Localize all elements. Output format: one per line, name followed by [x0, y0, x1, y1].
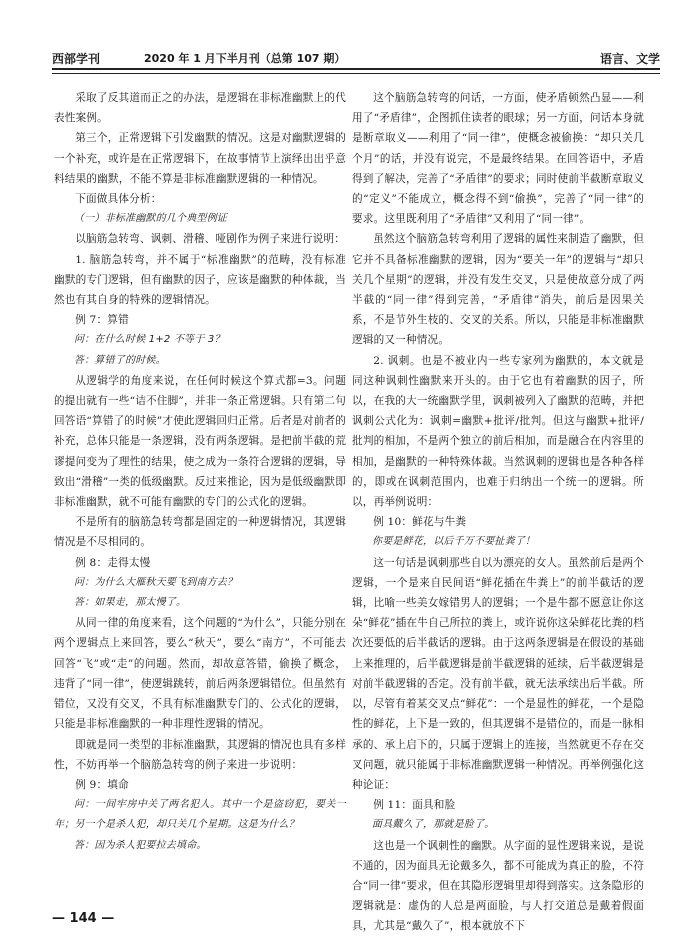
- paragraph: 这也是一个讽刺性的幽默。从字面的显性逻辑来说，是说不通的，因为面具无论戴多久，都不可能成为真正的脸，不符合“同一律”要求，但在其隐形逻辑里却得到落实。这条隐形的逻辑就是：虚伪的人总是两面脸，与人打交道总是戴着假面具，尤其是“戴久了”，根本就放不下: [352, 839, 644, 933]
- paragraph: 即就是同一类型的非标准幽默，其逻辑的情况也具有多样性，不妨再举一个脑筋急转弯的例子来进一步说明：: [54, 738, 346, 771]
- left-column: [54, 88, 346, 856]
- paragraph: 从逻辑学的角度来说，在任何时候这个算式都=3。问题的提出就有一些“诘不住脚”，并非一条正常逻辑。只有第二句回答语“算错了的时候”才使此逻辑回归正常。后者是对前者的补充，总体只能是一条逻辑，没有两条逻辑。是把前半截的荒谬提问变为了理性的结果，使之成为一条符合逻辑的逻辑，导致出“滑稽”一类的低级幽默。反过来推论，因为是低级幽默即非标准幽默，就不可能有幽默的专门的公式化的逻辑。: [54, 374, 346, 509]
- paragraph: 第三个，正常逻辑下引发幽默的情况。这是对幽默逻辑的一个补充，或许是在正常逻辑下，在故事情节上演绎出出乎意料结果的幽默，不能不算是非标准幽默逻辑的一种情况。: [54, 132, 346, 185]
- right-column: [352, 88, 644, 937]
- page-header: [52, 44, 660, 70]
- header-rule: [52, 68, 660, 70]
- example-text: 问：在什么时候 1+2 不等于 3？: [74, 334, 225, 346]
- paragraph: 1. 脑筋急转弯，并不属于“标准幽默”的范畴，没有标准幽默的专门逻辑，但有幽默的因子，应该是幽默的种体裁，当然也有其自身的特殊的逻辑情况。: [54, 253, 346, 307]
- paragraph-continued: 采取了反其道而正之的办法，是逻辑在非标准幽默上的代表性案例。: [54, 92, 346, 125]
- example-title: 例 11：面具和脸: [373, 799, 456, 812]
- subheading: （一）非标准幽默的几个典型例证: [74, 213, 227, 225]
- page-number: — 144 —: [52, 911, 115, 926]
- paragraph: 以脑筋急转弯、讽刺、滑稽、哑剧作为例子来进行说明：: [75, 233, 346, 246]
- example-title: 例 7：算错: [75, 314, 129, 327]
- example-text: 问：一间牢房中关了两名犯人。其中一个是盗窃犯，要关一年；另一个是杀人犯，却只关几个星期。这是为什么？: [54, 799, 346, 831]
- example-text: 答：因为杀人犯要拉去填命。: [74, 839, 207, 851]
- example-title: 例 8：走得太慢: [75, 556, 151, 569]
- paragraph: 2. 讽刺。也是不被业内一些专家列为幽默的，本文就是同这种讽刺性幽默来开头的。由于它也有着幽默的因子，所以，在我的大一统幽默学里，讽刺被列入了幽默的范畴，并把讽刺公式化为：讽刺=幽默+批评/批判。但这与幽默+批评/批判的相加，不是两个独立的前后相加，而是融合在内容里的相加，是幽默的一种特殊体裁。当然讽刺的逻辑也是各种各样的，即或在讽刺范围内，也难于归纳出一个统一的逻辑。所以，再举例说明：: [352, 354, 644, 509]
- paragraph: 虽然这个脑筋急转弯利用了逻辑的属性来制造了幽默，但它并不具备标准幽默的逻辑，因为“要关一年”的逻辑与“却只关几个星期”的逻辑，并没有发生交叉，只是使故意分成了两半截的“同一律”得到完善，“矛盾律”消失，前后是因果关系，不是节外生枝的、交叉的关系。所以，只能是非标准幽默逻辑的又一种情况。: [352, 233, 644, 347]
- section-title: 语言、文学: [599, 52, 660, 66]
- example-title: 例 10：鲜花与牛粪: [373, 516, 467, 529]
- example-text: 你要是鲜花，以后千万不要扯粪了！: [372, 536, 536, 548]
- journal-masthead: 西部学刊: [52, 52, 101, 66]
- example-text: 答：算错了的时候。: [74, 354, 166, 366]
- issue-info: 2020 年 1 月下半月刊（总第 107 期）: [144, 52, 346, 65]
- header-rule-thin: [52, 73, 660, 74]
- paragraph: 不是所有的脑筋急转弯都是固定的一种逻辑情况，其逻辑情况是不尽相同的。: [54, 516, 346, 549]
- paragraph-continued: 这个脑筋急转弯的问话，一方面，使矛盾顿然凸显——利用了“矛盾律”，企图抓住读者的眼球；另一方面，问话本身就是断章取义——利用了“同一律”，使概念被偷换：“却只关几个月”的话，并没有说完，不是最终结果。在回答语中，矛盾得到了解决，完善了“矛盾律”的要求；同时使前半截断章取义的“定义”不能成立，概念得不到“偷换”，完善了“同一律”的要求。这里既利用了“矛盾律”又利用了“同一律”。: [352, 92, 644, 226]
- example-text: 面具戴久了，那就是脸了。: [372, 819, 495, 831]
- example-text: 答：如果走，那太慢了。: [74, 597, 187, 609]
- example-title: 例 9：填命: [75, 778, 129, 791]
- paragraph: 从同一律的角度来看，这个问题的“为什么”，只能分别在两个逻辑点上来回答，要么“秋天”，要么“南方”，不可能去回答“飞”或“走”的问题。然而，却故意答错，偷换了概念，违背了“同一律”，使逻辑跳转，前后两条逻辑错位。但虽然有错位，又没有交叉，不具有标准幽默专门的、公式化的逻辑，只能是非标准幽默的一种非理性逻辑的情况。: [54, 617, 346, 731]
- paragraph: 下面做具体分析：: [75, 193, 162, 206]
- paragraph: 这一句话是讽刺那些自以为漂亮的女人。虽然前后是两个逻辑，一个是来自民间语“鲜花插在牛粪上”的前半截话的逻辑，比喻一些美女嫁错男人的逻辑；一个是牛都不愿意让你这朵“鲜花”插在牛自己所拉的粪上，或许说你这朵鲜花比粪的档次还要低的后半截话的逻辑。由于这两条逻辑是在假设的基础上来推理的，后半截逻辑是前半截逻辑的延续，后半截逻辑是对前半截逻辑的否定。没有前半截，就无法承续出后半截。所以，尽管有着某交叉点“鲜花”：一个是显性的鲜花，一个是隐性的鲜花，上下是一致的，但其逻辑不是错位的，而是一脉相承的、承上启下的，只属于逻辑上的连接，当然就更不存在交叉问题，就只能属于非标准幽默逻辑一种情况。再举例强化这种论证：: [352, 556, 644, 791]
- example-text: 问：为什么大雁秋天要飞到南方去？: [74, 576, 238, 588]
